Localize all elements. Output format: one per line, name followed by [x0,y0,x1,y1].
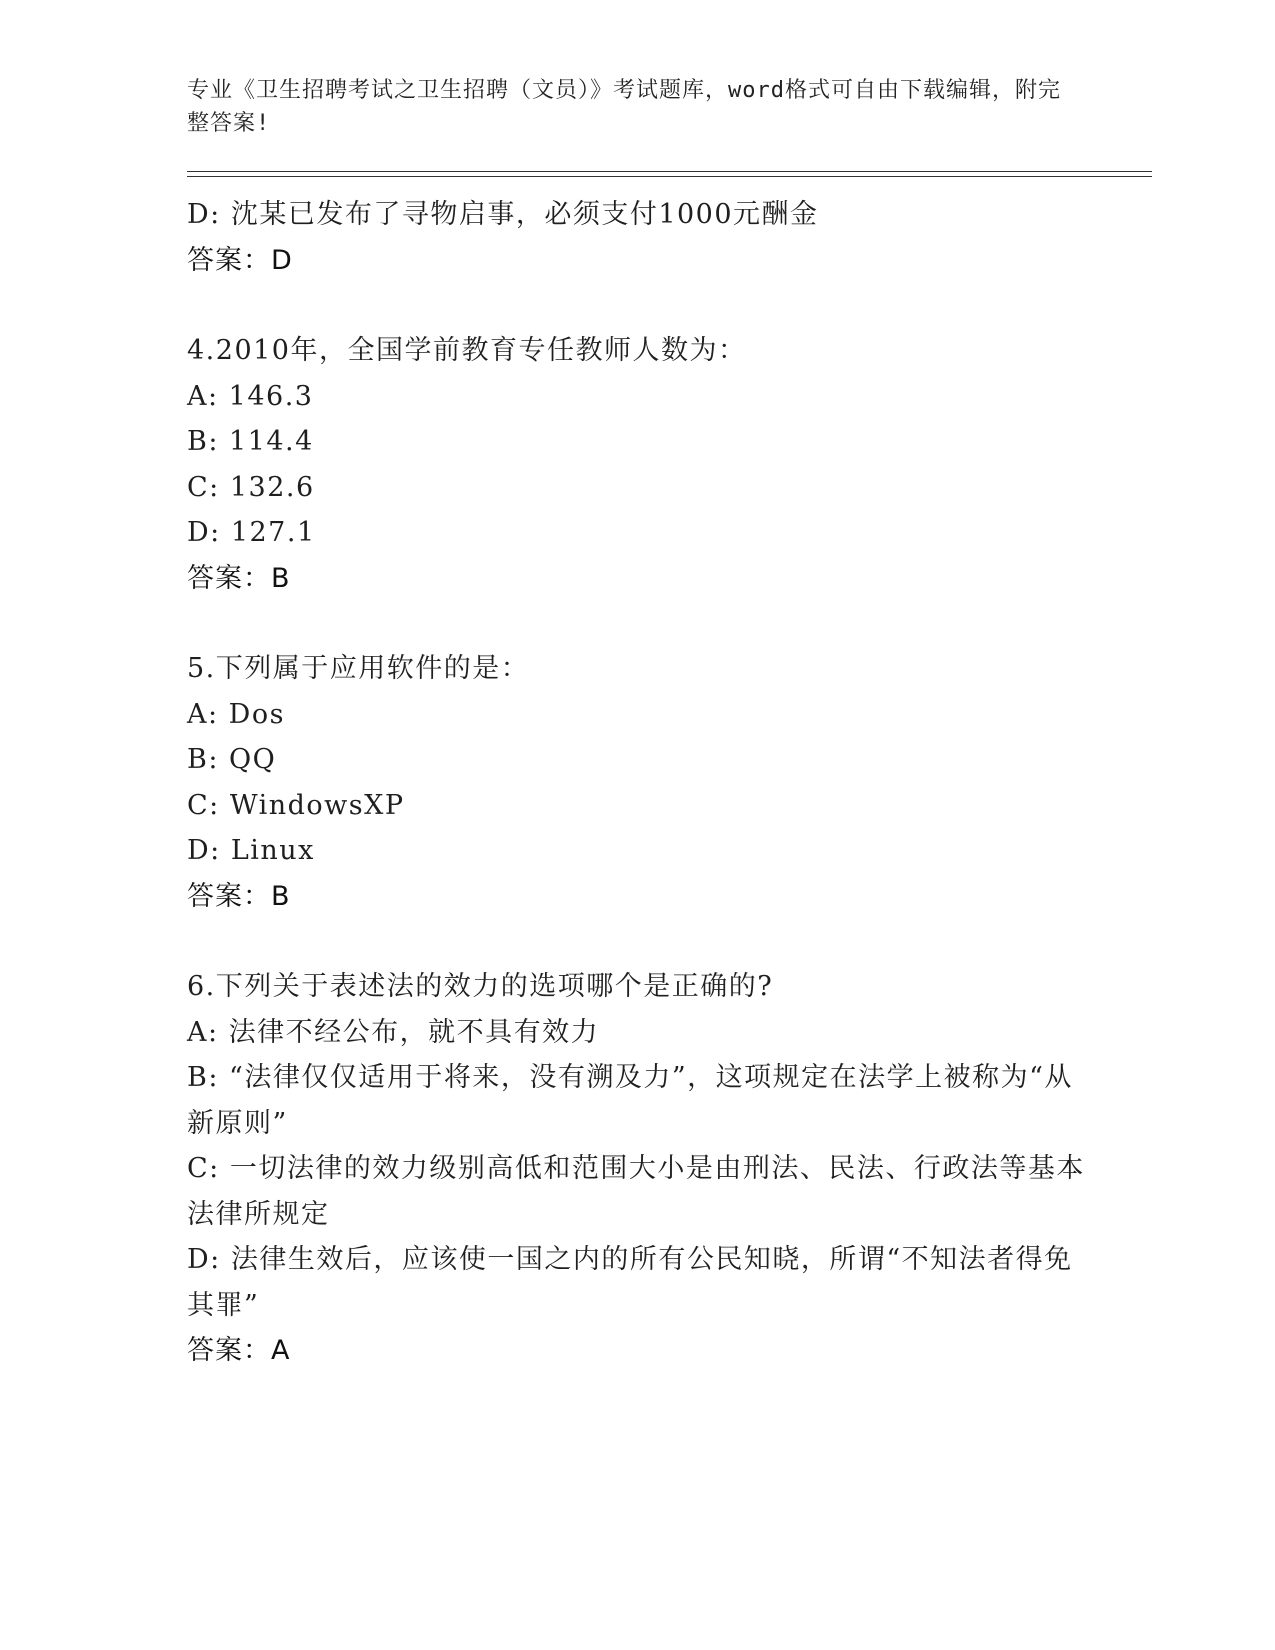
answer-line: 答案：A [187,1335,291,1366]
header-rule-bottom [187,176,1152,177]
answer-line: 答案：D [187,244,293,276]
document-header: 专业《卫生招聘考试之卫生招聘（文员）》考试题库，word格式可自由下载编辑，附完整答案! [187,78,1061,136]
option-c: C: WindowsXP [187,789,405,821]
option-d: D: 127.1 [187,517,316,548]
option-d: D: 法律生效后，应该使一国之内的所有公民知晓，所谓“不知法者得免其罪” [187,1244,1073,1321]
option-a: A: 146.3 [187,380,314,412]
answer-line: 答案：B [187,880,291,912]
spacer [187,919,1087,964]
question-stem: 6.下列关于表述法的效力的选项哪个是正确的? [187,971,774,1002]
option-b: B: “法律仅仅适用于将来，没有溯及力”，这项规定在法学上被称为“从新原则” [187,1062,1073,1139]
answer-line: 答案：B [187,562,291,594]
option-a: A: 法律不经公布，就不具有效力 [187,1016,600,1048]
question-stem: 5.下列属于应用软件的是： [187,653,530,684]
header-rule-top [187,171,1152,172]
option-c: C: 一切法律的效力级别高低和范围大小是由刑法、民法、行政法等基本法律所规定 [187,1153,1085,1230]
option-d: D: 沈某已发布了寻物启事，必须支付1000元酬金 [187,199,819,230]
spacer [187,283,1087,328]
option-b: B: 114.4 [187,426,314,457]
question-list [187,192,1087,1374]
question-stem: 4.2010年，全国学前教育专任教师人数为： [187,335,747,366]
option-d: D: Linux [187,835,315,866]
spacer [187,601,1087,646]
option-b: B: QQ [187,744,277,775]
option-c: C: 132.6 [187,471,315,503]
option-a: A: Dos [187,698,285,730]
